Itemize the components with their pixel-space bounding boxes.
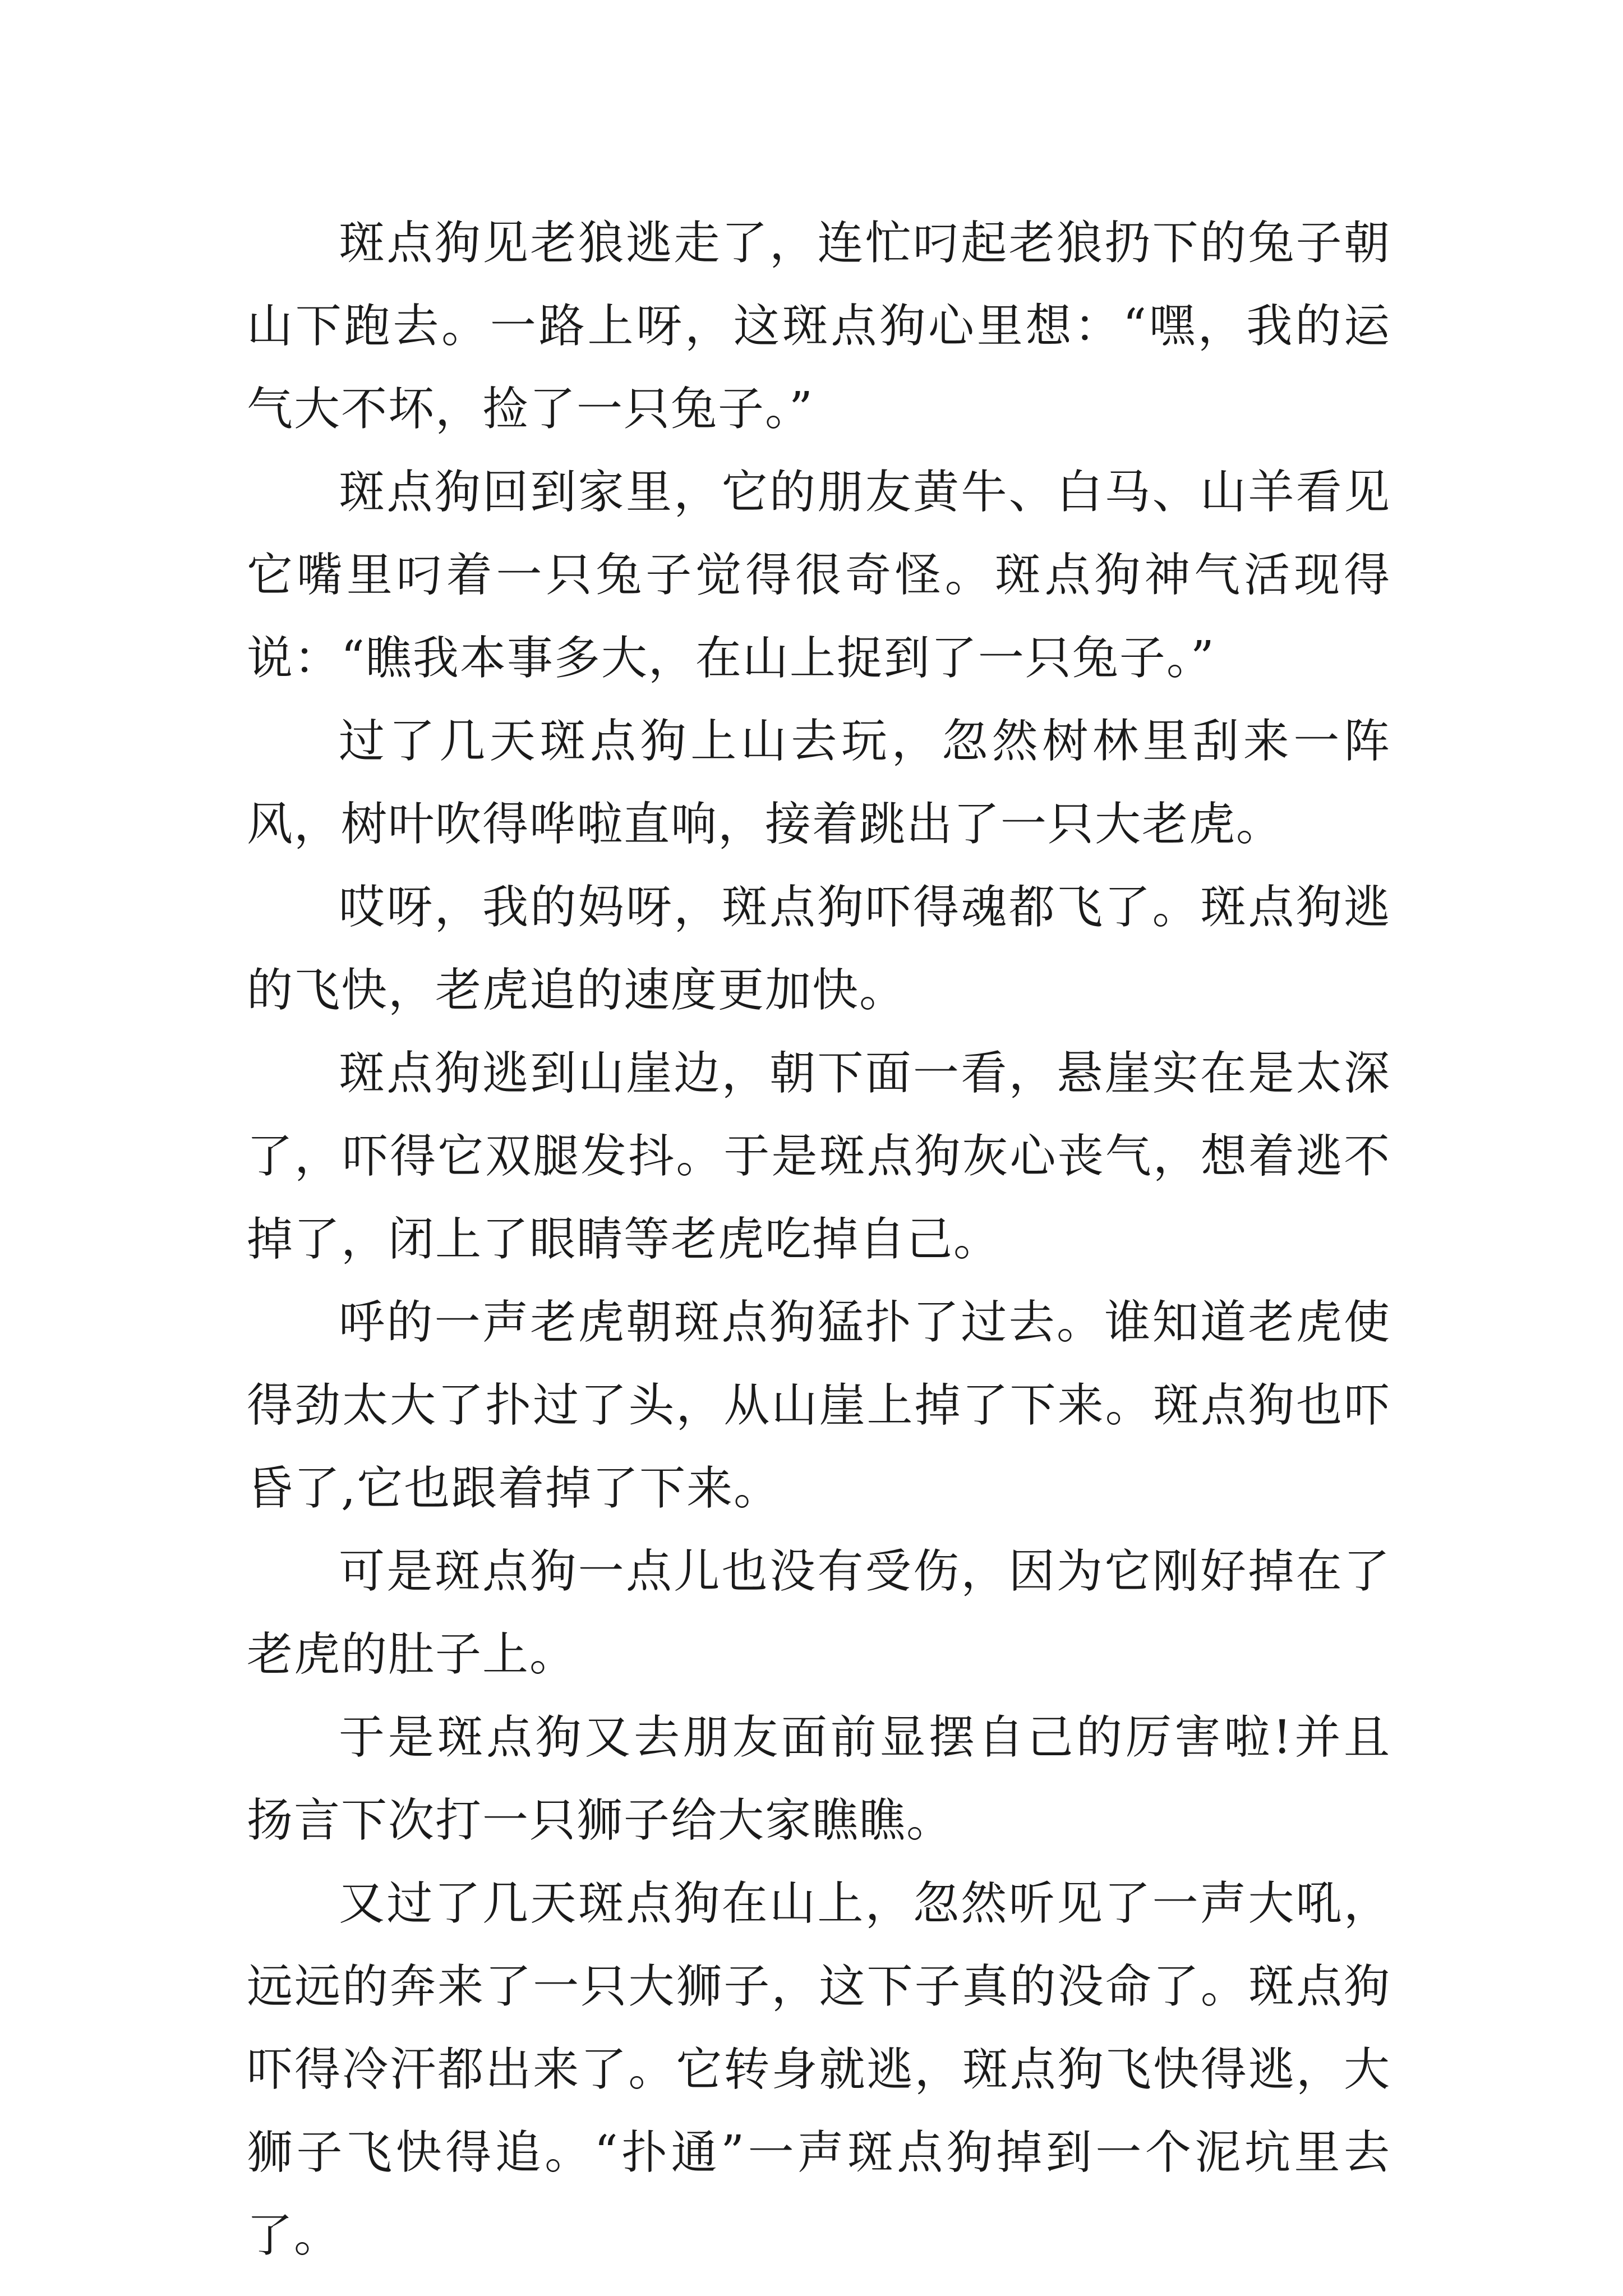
paragraph: 斑点狗回到家里，它的朋友黄牛、白马、山羊看见它嘴里叼着一只兔子觉得很奇怪。斑点狗神气活现得说：“瞧我本事多大，在山上捉到了一只兔子。” xyxy=(247,466,1391,685)
paragraph: 又过了几天斑点狗在山上，忽然听见了一声大吼，远远的奔来了一只大狮子，这下子真的没命了。斑点狗吓得冷汗都出来了。它转身就逃，斑点狗飞快得逃，大狮子飞快得追。“扑通”一声斑点狗掉到一个泥坑里去了。 xyxy=(247,1877,1391,2262)
paragraph: 斑点狗见老狼逃走了，连忙叼起老狼扔下的兔子朝山下跑去。一路上呀，这斑点狗心里想：“嘿，我的运气大不坏，捡了一只兔子。” xyxy=(247,217,1391,436)
paragraph: 过了几天斑点狗上山去玩，忽然树林里刮来一阵风，树叶吹得哗啦直响，接着跳出了一只大老虎。 xyxy=(247,715,1391,851)
paragraph: 于是斑点狗又去朋友面前显摆自己的厉害啦!并且扬言下次打一只狮子给大家瞧瞧。 xyxy=(247,1711,1391,1847)
paragraph: 斑点狗逃到山崖边，朝下面一看，悬崖实在是太深了，吓得它双腿发抖。于是斑点狗灰心丧气，想着逃不掉了，闭上了眼睛等老虎吃掉自己。 xyxy=(247,1047,1391,1266)
paragraph: 可是斑点狗一点儿也没有受伤，因为它刚好掉在了老虎的肚子上。 xyxy=(247,1545,1391,1681)
paragraph: 哎呀，我的妈呀，斑点狗吓得魂都飞了。斑点狗逃的飞快，老虎追的速度更加快。 xyxy=(247,881,1391,1017)
document-body xyxy=(247,202,1391,2277)
paragraph: 呼的一声老虎朝斑点狗猛扑了过去。谁知道老虎使得劲太大了扑过了头，从山崖上掉了下来。斑点狗也吓昏了,它也跟着掉了下来。 xyxy=(247,1296,1391,1515)
